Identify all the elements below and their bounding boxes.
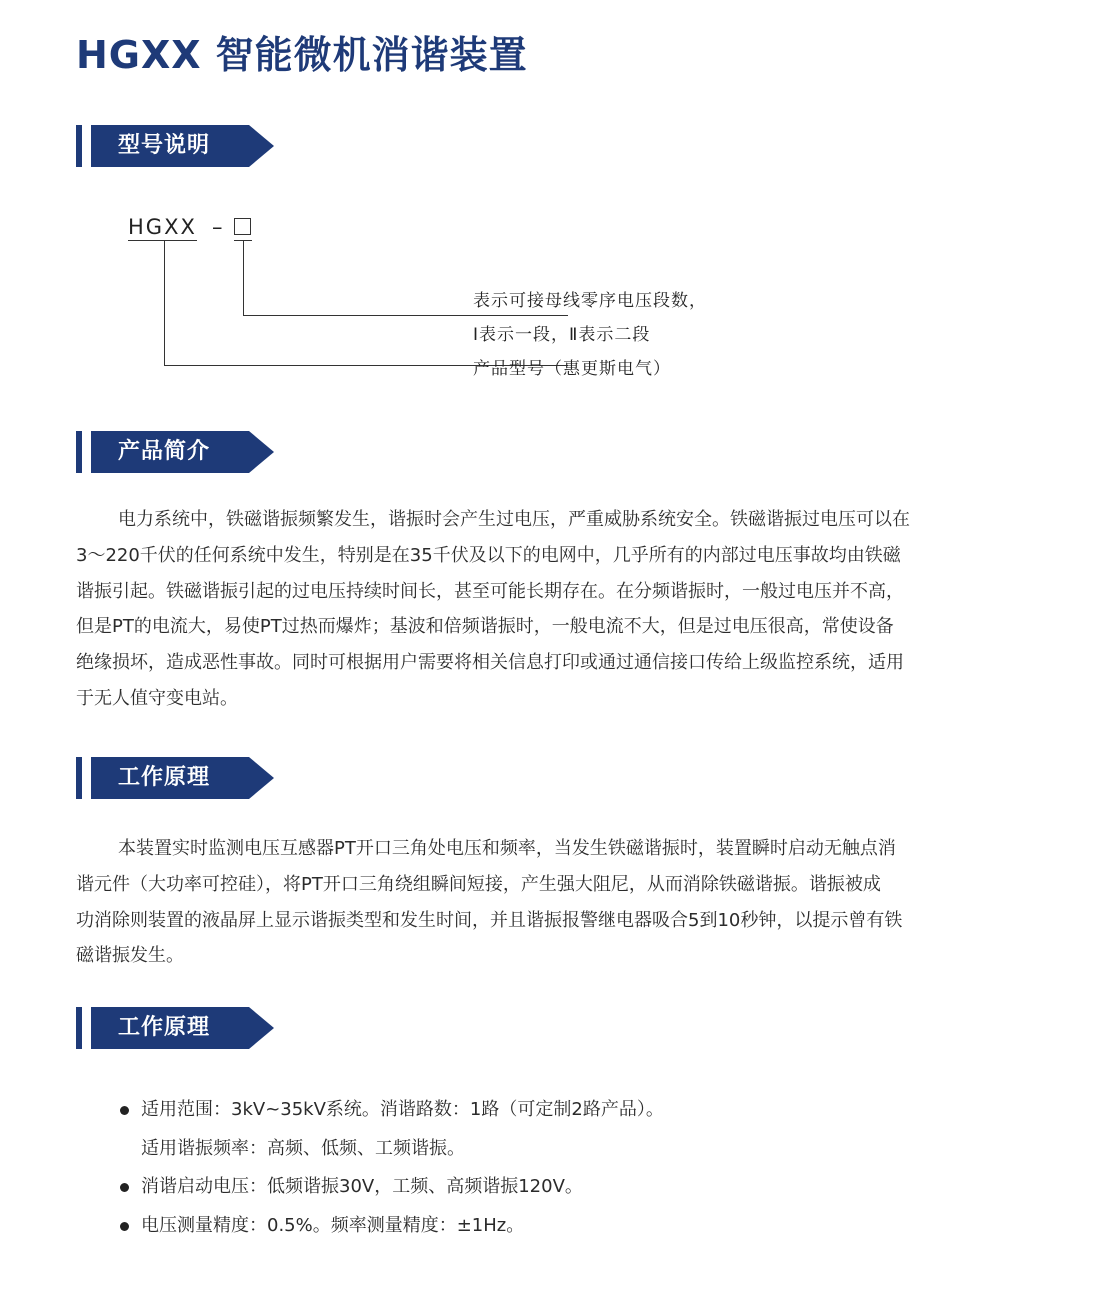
principle-line: 谐元件（大功率可控硅），将PT开口三角绕组瞬间短接，产生强大阻尼，从而消除铁磁谐振。谐振被成: [76, 873, 881, 895]
spec-item: [118, 1207, 1018, 1246]
section-bar: [76, 757, 82, 799]
spec-item: [118, 1168, 1018, 1207]
spec-item: [118, 1091, 1018, 1130]
section-title: 工作原理: [118, 1015, 211, 1040]
spec-text: 适用范围：3kV~35kV系统。消谐路数：1路（可定制2路产品）。: [141, 1099, 664, 1120]
section-header-params: [76, 1007, 276, 1049]
section-title: 型号说明: [118, 133, 211, 158]
section-bar: [76, 1007, 82, 1049]
leader-line-product: [164, 241, 165, 365]
intro-paragraph: [76, 502, 1028, 717]
model-dash: –: [212, 215, 223, 239]
bullet-icon: [120, 1222, 129, 1231]
bullet-icon: [120, 1106, 129, 1115]
leader-line-segments-h: [243, 315, 568, 316]
principle-paragraph: [76, 831, 1028, 974]
model-desc-segments: 表示可接母线零序电压段数，: [473, 291, 707, 311]
principle-line: 功消除则装置的液晶屏上显示谐振类型和发生时间，并且谐振报警继电器吸合5到10秒钟，以提示曾有铁: [76, 909, 903, 931]
intro-line: 谐振引起。铁磁谐振引起的过电压持续时间长，甚至可能长期存在。在分频谐振时，一般过电压并不高，: [76, 580, 904, 602]
principle-line: 磁谐振发生。: [76, 945, 184, 967]
section-title: 产品简介: [118, 439, 211, 464]
section-header-intro: [76, 431, 276, 473]
section-header-model: [76, 125, 276, 167]
intro-line: 3～220千伏的任何系统中发生，特别是在35千伏及以下的电网中，几乎所有的内部过电压事故均由铁磁: [76, 544, 901, 566]
spec-item: [118, 1130, 1018, 1169]
intro-line: 绝缘损坏，造成恶性事故。同时可根据用户需要将相关信息打印或通过通信接口传给上级监控系统，适用: [76, 652, 904, 674]
section-header-principle: [76, 757, 276, 799]
leader-line-segments: [243, 241, 244, 315]
model-code: HGXX: [128, 215, 197, 239]
bullet-icon: [120, 1183, 129, 1192]
intro-line: 于无人值守变电站。: [76, 687, 238, 709]
model-diagram: [128, 214, 748, 384]
spec-text: 消谐启动电压：低频谐振30V，工频、高频谐振120V。: [141, 1176, 583, 1197]
page-title: [76, 24, 528, 79]
title-code: HGXX: [76, 33, 202, 77]
section-bar: [76, 431, 82, 473]
spec-text: 电压测量精度：0.5%。频率测量精度：±1Hz。: [141, 1214, 525, 1236]
title-name: 智能微机消谐装置: [215, 33, 528, 77]
model-desc-product: 产品型号（惠更斯电气）: [473, 359, 671, 379]
spec-text: 适用谐振频率：高频、低频、工频谐振。: [141, 1137, 465, 1159]
model-placeholder-box: [234, 218, 251, 235]
section-bar: [76, 125, 82, 167]
section-title: 工作原理: [118, 765, 211, 790]
principle-line: 本装置实时监测电压互感器PT开口三角处电压和频率，当发生铁磁谐振时，装置瞬时启动无触点消: [118, 838, 896, 859]
intro-line: 电力系统中，铁磁谐振频繁发生，谐振时会产生过电压，严重威胁系统安全。铁磁谐振过电压可以在: [118, 509, 910, 530]
intro-line: 但是PT的电流大，易使PT过热而爆炸；基波和倍频谐振时，一般电流不大，但是过电压很高，常使设备: [76, 616, 894, 638]
spec-list: [118, 1091, 1018, 1245]
model-desc-segments-detail: Ⅰ表示一段，Ⅱ表示二段: [473, 325, 651, 345]
code-underline: [128, 240, 197, 241]
